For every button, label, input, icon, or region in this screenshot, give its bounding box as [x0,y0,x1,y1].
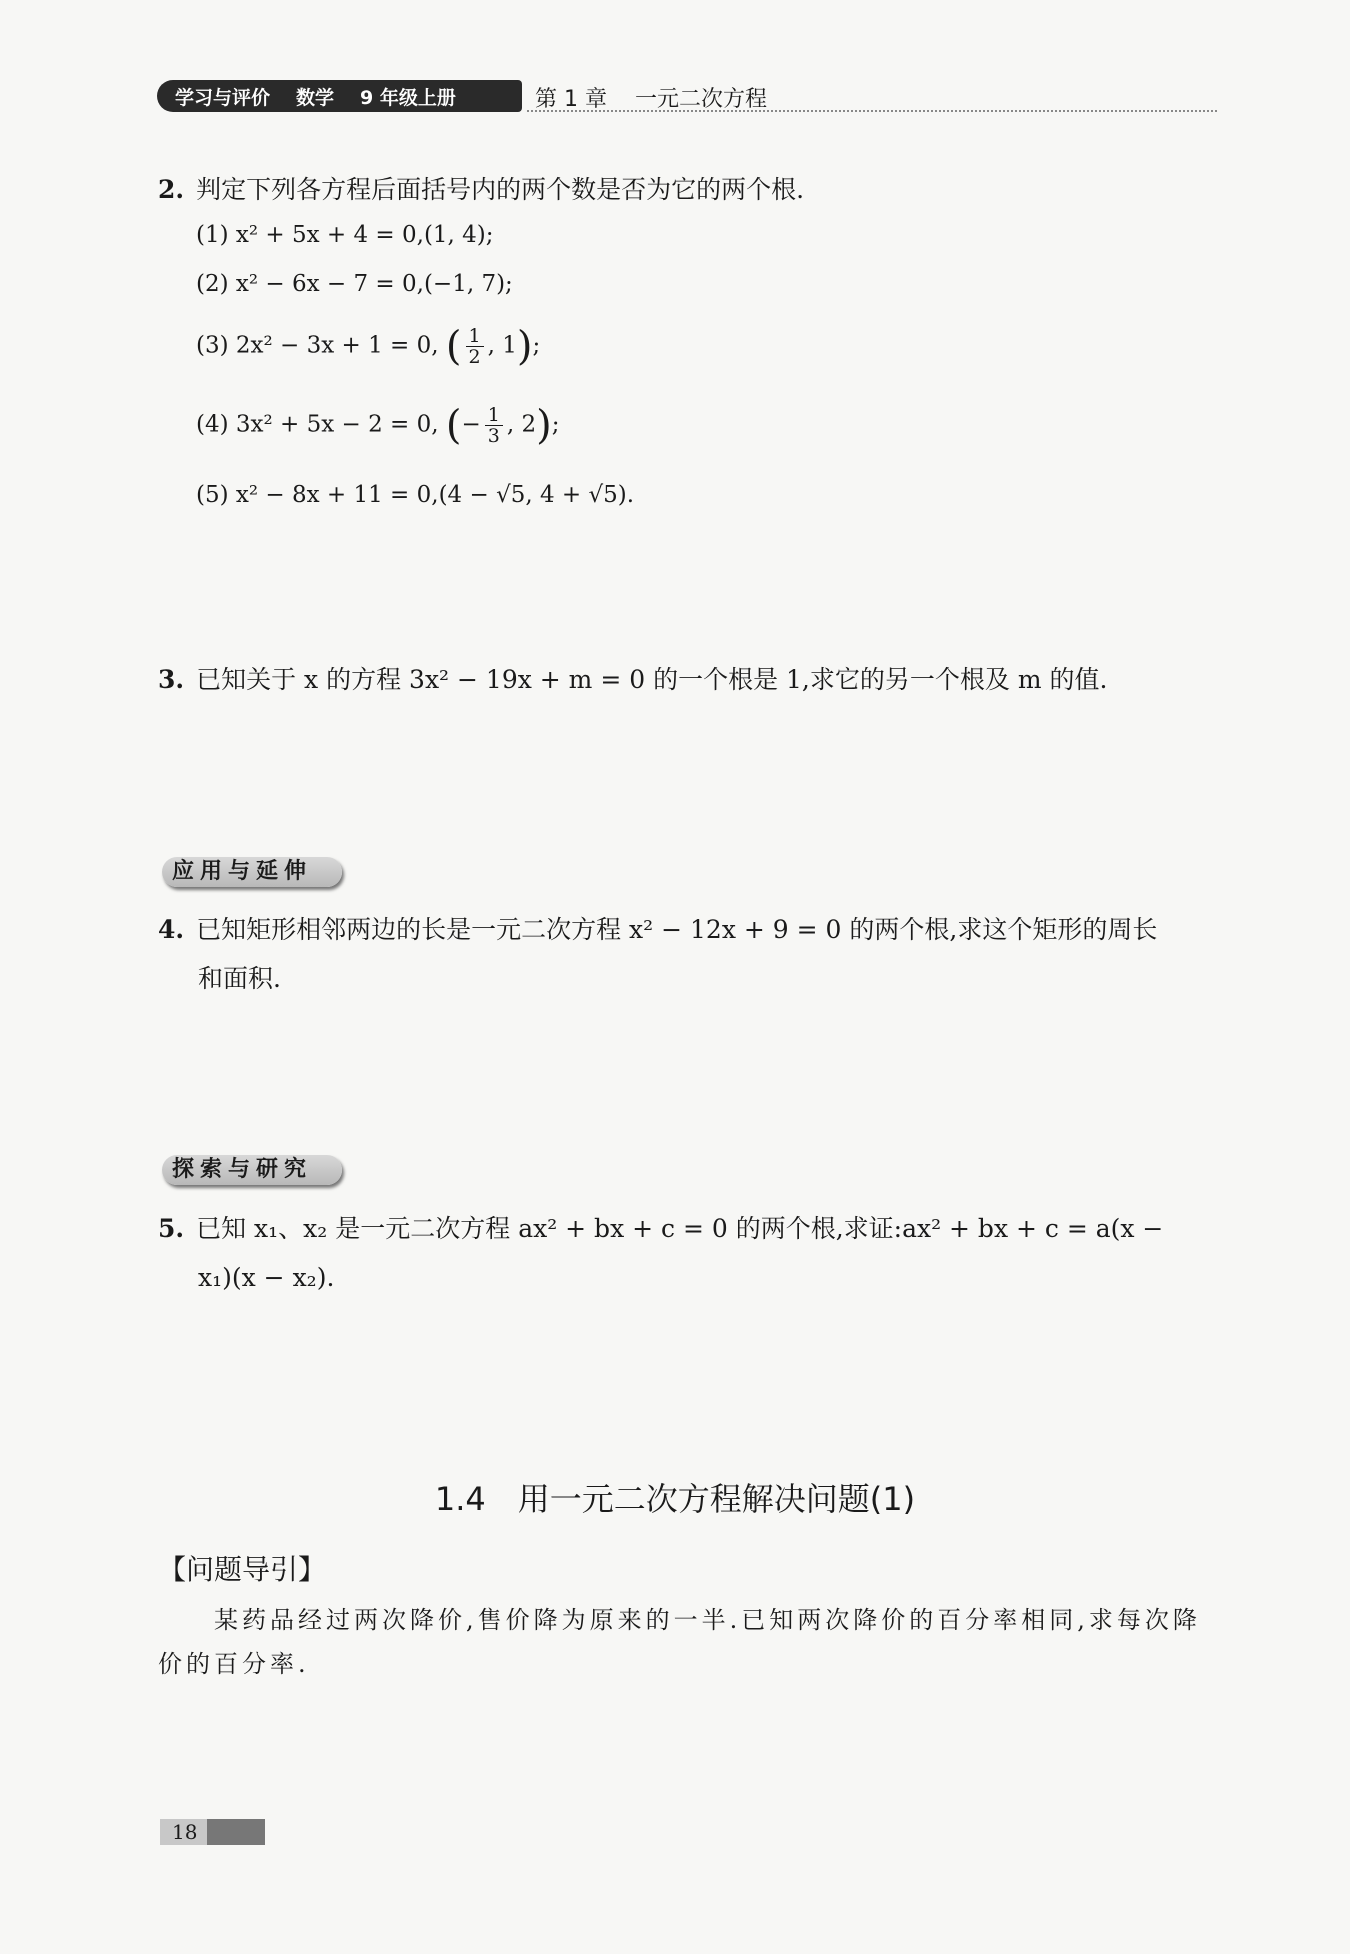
running-header [157,80,1217,114]
item-end: ; [551,411,560,438]
book-subject: 数学 [296,86,335,109]
book-badge [157,80,522,112]
fraction [466,326,484,367]
question-4 [158,913,1157,947]
guide-label: 【问题导引】 [158,1553,327,1586]
left-paren: ( [445,402,462,449]
question-4-line2: 和面积. [198,964,281,993]
fraction [485,405,503,446]
question-5 [158,1212,1163,1246]
question-2 [158,173,804,207]
header-rule [527,110,1217,112]
q2-item-1: (1) x² + 5x + 4 = 0,(1, 4); [196,222,494,248]
q2-item-3 [196,323,541,370]
question-number: 4. [158,915,185,944]
question-text-line1: 已知 x₁、x₂ 是一元二次方程 ax² + bx + c = 0 的两个根,求证:ax² + bx + c = a(x − [196,1214,1164,1243]
q2-item-4 [196,402,560,449]
q2-item-3-equation: (3) 2x² − 3x + 1 = 0, [196,332,439,359]
page-number: 18 [160,1819,265,1845]
question-text: 判定下列各方程后面括号内的两个数是否为它的两个根. [196,175,805,204]
section-label-apply: 应用与延伸 [162,857,342,887]
item-end: ; [532,332,541,359]
q2-item-4-equation: (4) 3x² + 5x − 2 = 0, [196,411,439,438]
question-3 [158,663,1107,697]
q2-item-2: (2) x² − 6x − 7 = 0,(−1, 7); [196,271,513,297]
fraction-denominator: 2 [468,346,481,368]
frac-suffix: , 1 [487,332,517,359]
book-series: 学习与评价 [175,86,271,109]
guide-text: 某药品经过两次降价,售价降为原来的一半.已知两次降价的百分率相同,求每次降价的百分率. [158,1606,1201,1678]
question-text-line1: 已知矩形相邻两边的长是一元二次方程 x² − 12x + 9 = 0 的两个根,求这个矩形的周长 [196,915,1158,944]
question-5-line2: x₁)(x − x₂). [198,1263,335,1292]
fraction-numerator: 1 [466,326,484,347]
question-number: 3. [158,665,185,694]
section-label-explore: 探索与研究 [162,1155,342,1185]
chapter-heading [535,82,767,113]
section-title: 1.4 用一元二次方程解决问题(1) [434,1480,916,1518]
right-paren: ) [536,402,552,449]
frac-suffix: , 2 [506,411,537,438]
fraction-numerator: 1 [485,405,503,426]
chapter-number: 第 1 章 [535,87,607,112]
question-number: 5. [158,1214,185,1243]
question-text: 已知关于 x 的方程 3x² − 19x + m = 0 的一个根是 1,求它的另一个根及 m 的值. [196,665,1108,694]
frac-prefix: − [461,411,481,438]
book-grade: 9 年级上册 [360,86,456,109]
left-paren: ( [445,323,462,370]
question-number: 2. [158,175,185,204]
q2-item-5: (5) x² − 8x + 11 = 0,(4 − √5, 4 + √5). [196,482,635,508]
chapter-title: 一元二次方程 [634,87,767,112]
fraction-denominator: 3 [487,425,500,447]
right-paren: ) [516,323,533,370]
